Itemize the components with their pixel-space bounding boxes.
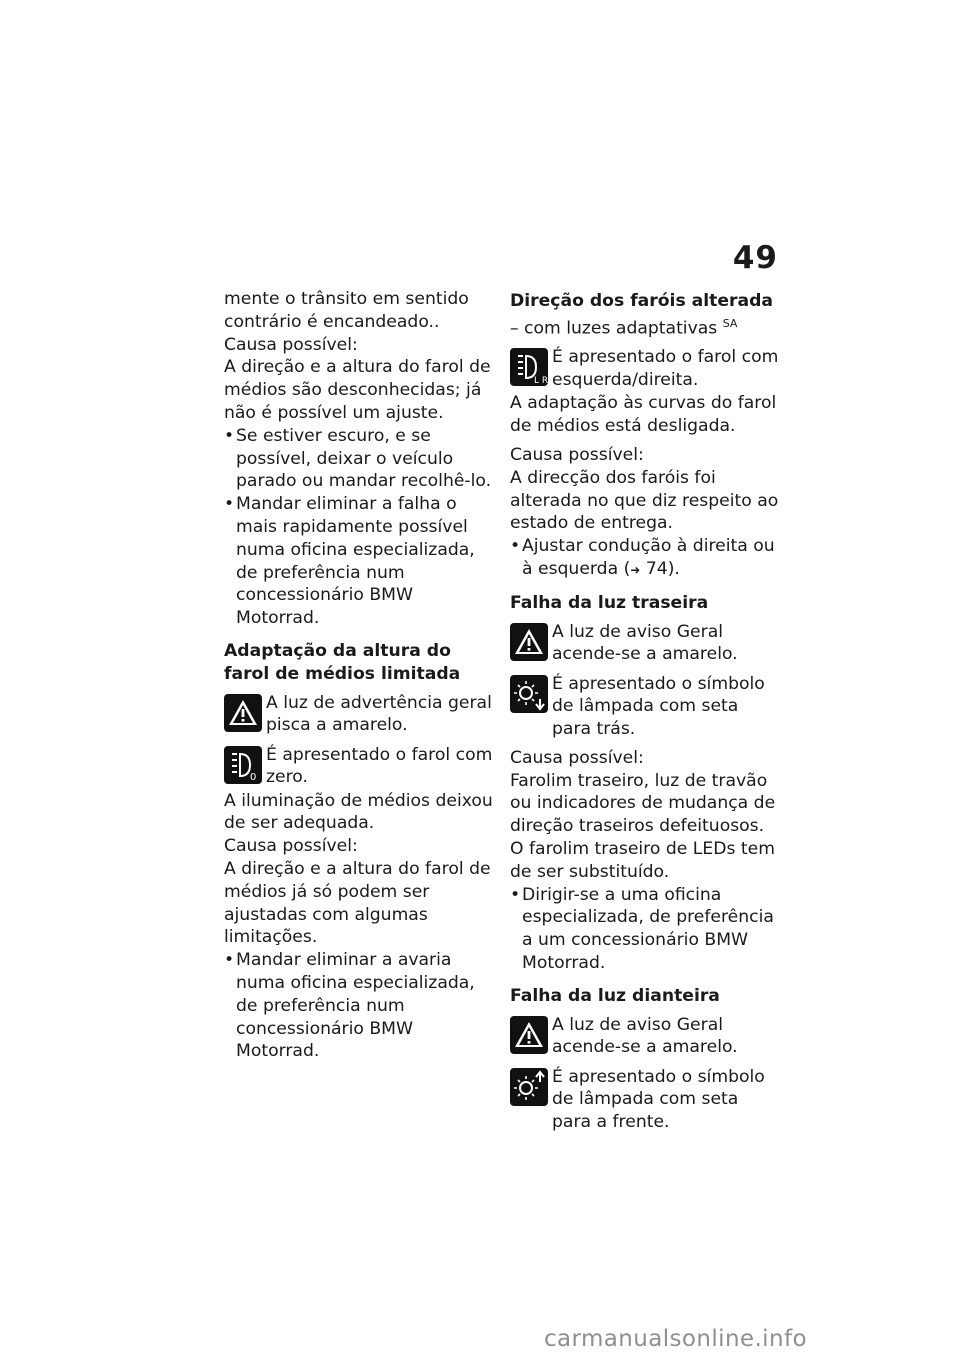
body-text: O farolim traseiro de LEDs tem de ser substituído. xyxy=(510,839,775,882)
svg-text:0: 0 xyxy=(250,771,257,783)
lamp-text: É apresentado o símbolo de lâmpada com seta para trás. xyxy=(552,673,765,740)
body-text: A adaptação às curvas do farol de médios está desligada. xyxy=(510,393,777,437)
cause-label: Causa possível: xyxy=(224,334,358,355)
headlight-text: É apresentado o farol com zero. xyxy=(266,744,493,788)
warning-text: A luz de aviso Geral acende-se a amarelo. xyxy=(552,621,738,665)
cause-label: Causa possível: xyxy=(510,444,644,465)
headlight-text: É apresentado o farol com esquerda/direita. xyxy=(552,347,779,391)
warning-triangle-icon xyxy=(510,1016,548,1054)
rear-lamp-row xyxy=(510,673,782,741)
svg-text:L R: L R xyxy=(534,376,548,387)
section-heading: Falha da luz dianteira xyxy=(510,985,720,1006)
warning-text: A luz de aviso Geral acende-se a amarelo. xyxy=(552,1014,738,1058)
body-text: A iluminação de médios deixou de ser adequada. xyxy=(224,790,493,834)
front-lamp-row xyxy=(510,1066,782,1134)
subheading xyxy=(510,313,782,341)
warning-row xyxy=(510,621,782,667)
warning-text: A luz de advertência geral pisca a amarelo. xyxy=(266,692,492,736)
subheading-text: – com luzes adaptativas xyxy=(510,318,718,339)
cause-text: A direção e a altura do farol de médios já só podem ser ajustadas com algumas limitações. xyxy=(224,858,491,948)
intro-text: mente o trânsito em sentido contrário é encandeado.. xyxy=(224,289,469,332)
page-number: 49 xyxy=(732,240,778,276)
cause-text: A direcção dos faróis foi alterada no que diz respeito ao estado de entrega. xyxy=(510,467,779,534)
warning-triangle-icon xyxy=(510,623,548,661)
lamp-text: É apresentado o símbolo de lâmpada com seta para a frente. xyxy=(552,1066,765,1133)
section-heading: Falha da luz traseira xyxy=(510,592,709,613)
page-ref-arrow-icon: ➜ xyxy=(630,562,641,577)
bullet-item xyxy=(510,535,782,582)
bullet-item: • Mandar eliminar a falha o mais rapidamente possível numa oficina especializada, de preferência num concessionário BMW Motorrad. xyxy=(224,493,496,630)
headlight-lr-icon xyxy=(510,348,548,386)
bullet-end: ). xyxy=(667,558,680,579)
sa-label: SA xyxy=(722,316,738,330)
watermark: carmanualsonline.info xyxy=(544,1326,807,1352)
headlight-lr-row xyxy=(510,346,782,392)
section-heading: Direção dos faróis alterada xyxy=(510,291,773,311)
right-column xyxy=(510,288,782,1134)
lamp-arrow-back-icon xyxy=(510,675,548,713)
headlight-zero-icon xyxy=(224,746,262,784)
cause-label: Causa possível: xyxy=(224,836,358,857)
warning-row xyxy=(224,692,496,738)
left-column xyxy=(224,288,496,1063)
page-ref[interactable]: 74 xyxy=(645,558,668,579)
bullet-item: • Dirigir-se a uma oficina especializada, de preferência a um concessionário BMW Motorrad. xyxy=(510,884,782,975)
cause-label: Causa possível: xyxy=(510,747,644,768)
section-heading: Adaptação da altura do farol de médios limitada xyxy=(224,640,461,684)
headlight-row xyxy=(224,744,496,790)
bullet-item: • Mandar eliminar a avaria numa oficina especializada, de preferência num concessionário BMW Motorrad. xyxy=(224,949,496,1063)
warning-row xyxy=(510,1014,782,1060)
cause-text: A direção e a altura do farol de médios são desconhecidas; já não é possível um ajuste. xyxy=(224,357,491,423)
cause-text: Farolim traseiro, luz de travão ou indicadores de mudança de direção traseiros defeituosos. xyxy=(510,770,776,837)
lamp-arrow-forward-icon xyxy=(510,1068,548,1106)
bullet-item: • Se estiver escuro, e se possível, deixar o veículo parado ou mandar recolhê-lo. xyxy=(224,425,496,493)
bullet-text: Ajustar condução à direita ou à esquerda ( xyxy=(522,536,775,579)
warning-triangle-icon xyxy=(224,694,262,732)
